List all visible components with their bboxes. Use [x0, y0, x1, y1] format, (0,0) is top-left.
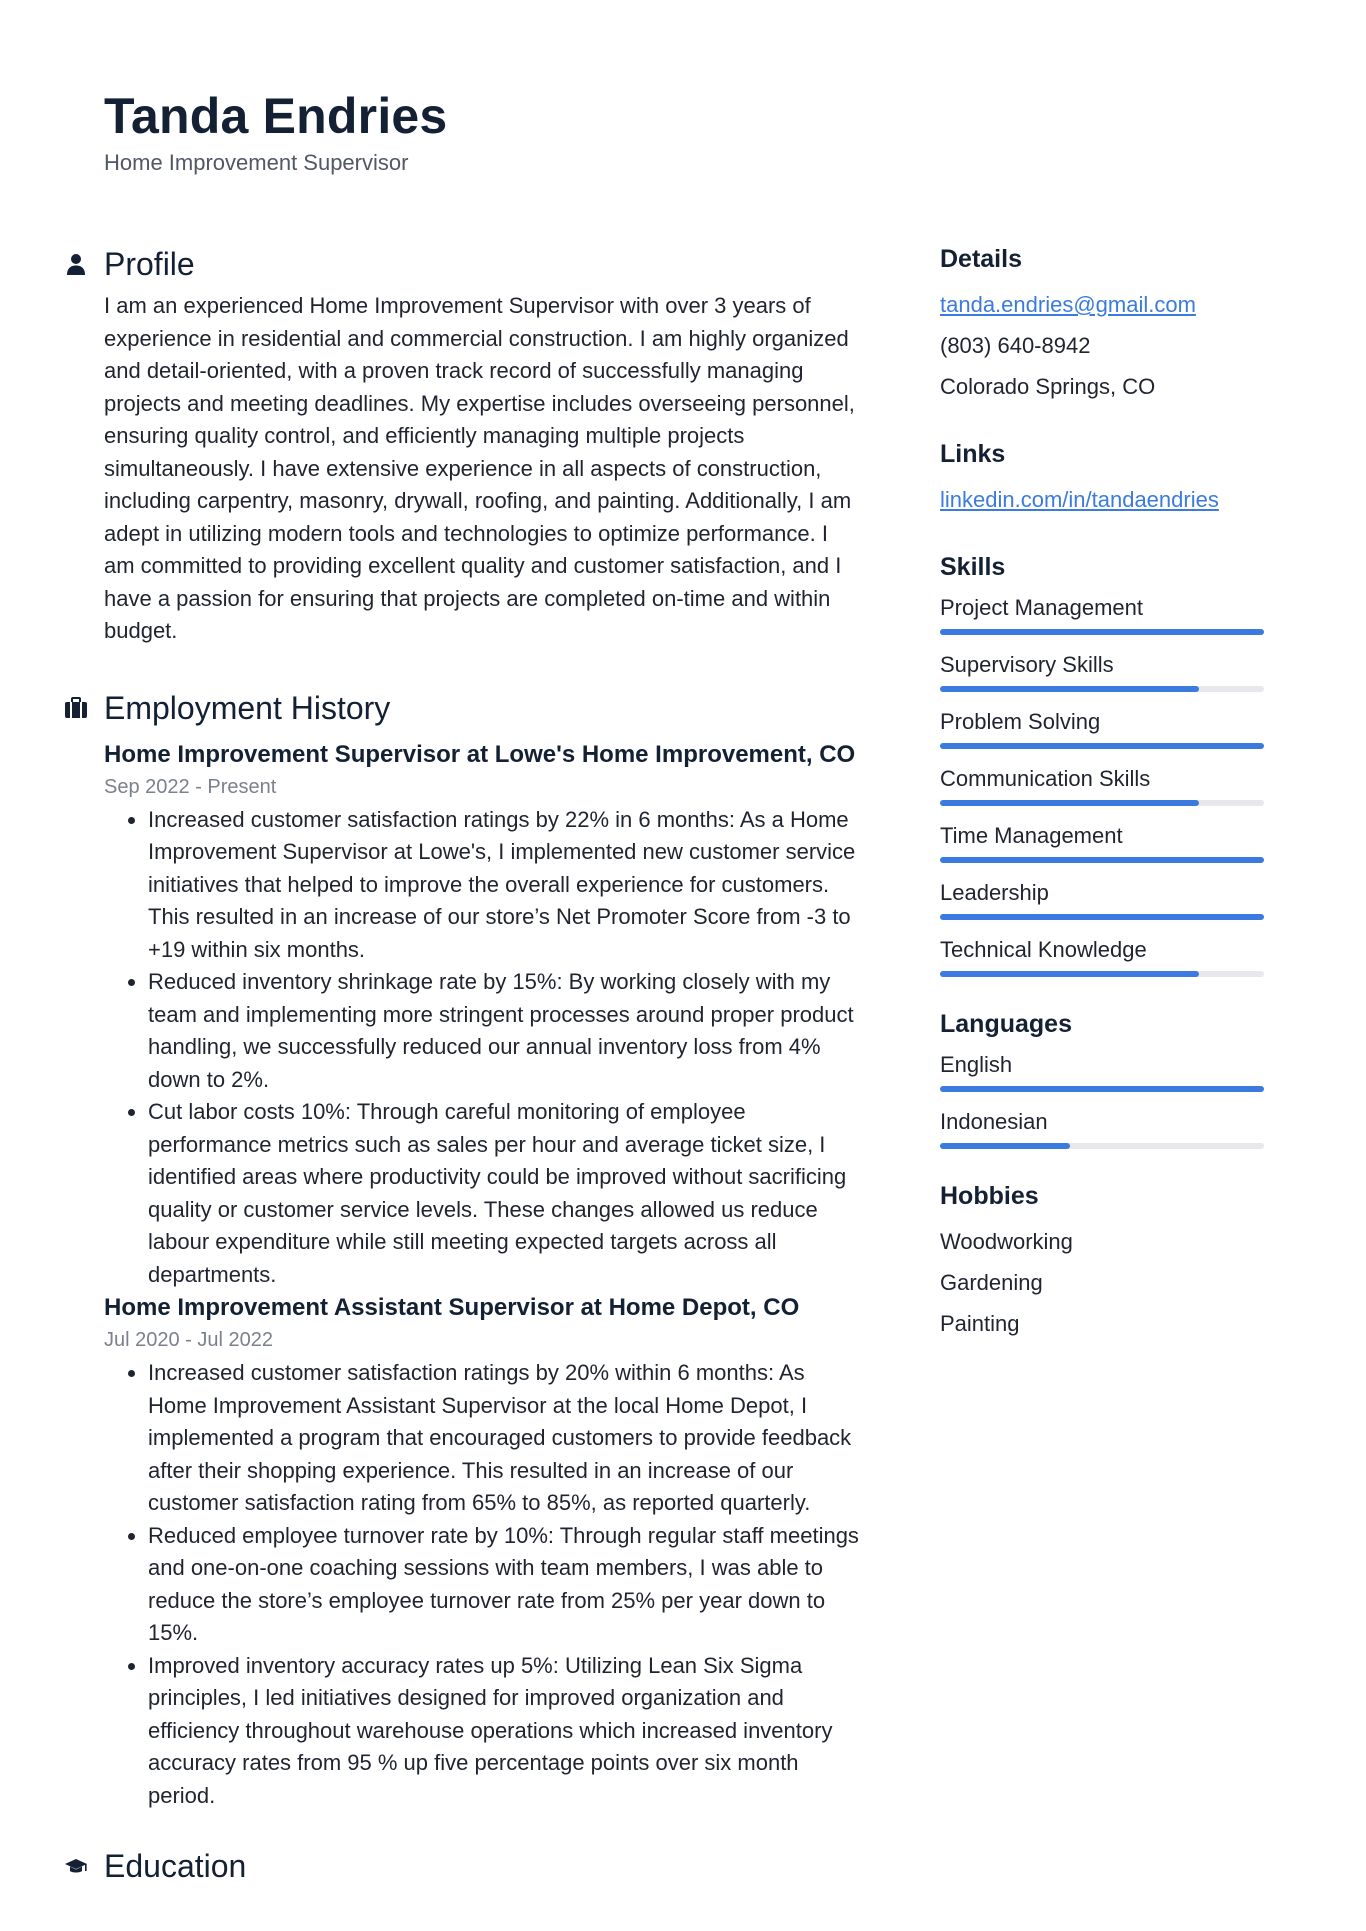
resume-header	[104, 86, 447, 176]
graduation-cap-icon	[64, 1854, 88, 1878]
job-title: Home Improvement Supervisor at Lowe's Home Improvement, CO	[104, 740, 856, 768]
skills-heading: Skills	[940, 553, 1006, 581]
skills-list	[940, 592, 1266, 977]
sidebar-column	[940, 242, 1266, 1374]
skill-item	[940, 706, 1266, 749]
job-dates: Jul 2020 - Jul 2022	[104, 1329, 274, 1351]
achievement-item: • Reduced employee turnover rate by 10%: Through regular staff meetings and one-on-one coaching sessions with team members, I was able to reduce the store’s employee turnover rate from 25% per year down to 15%.	[148, 1520, 864, 1650]
job-entry	[104, 738, 864, 1292]
achievement-item: • Increased customer satisfaction ratings by 20% within 6 months: As Home Improvement Assistant Supervisor at the local Home Depot, I implemented a program that encouraged customers to provide feedback after their shopping experience. This resulted in an increase of our customer satisfaction rating from 65% to 85%, as reported quarterly.	[148, 1357, 864, 1520]
job-entry	[104, 1291, 864, 1812]
skill-item-label: Supervisory Skills	[940, 652, 1114, 677]
job-achievements	[104, 1357, 864, 1812]
linkedin-link[interactable]: linkedin.com/in/tandaendries	[940, 487, 1219, 512]
main-column	[104, 244, 864, 1886]
skill-item-level-fill	[940, 971, 1199, 977]
languages-list	[940, 1049, 1266, 1149]
hobby-item: Painting	[940, 1311, 1020, 1336]
email-link[interactable]: tanda.endries@gmail.com	[940, 292, 1196, 317]
hobbies-section	[940, 1179, 1266, 1344]
language-item-level-bar	[940, 1086, 1264, 1092]
language-item-level-fill	[940, 1143, 1070, 1149]
hobby-item: Woodworking	[940, 1229, 1073, 1254]
languages-section	[940, 1007, 1266, 1149]
skill-item-label: Technical Knowledge	[940, 937, 1147, 962]
skill-item-level-fill	[940, 857, 1264, 863]
links-heading: Links	[940, 440, 1006, 468]
job-dates: Sep 2022 - Present	[104, 775, 277, 798]
skill-item-label: Project Management	[940, 595, 1143, 620]
skill-item-level-fill	[940, 914, 1264, 920]
skill-item	[940, 592, 1266, 635]
skill-item	[940, 763, 1266, 806]
skill-item-level-fill	[940, 743, 1264, 749]
profile-heading: Profile	[104, 246, 195, 282]
skill-item-label: Problem Solving	[940, 709, 1101, 734]
language-item-label: Indonesian	[940, 1109, 1048, 1134]
skill-item-label: Communication Skills	[940, 766, 1151, 791]
skills-section	[940, 550, 1266, 977]
job-achievements	[104, 804, 864, 1292]
skill-item	[940, 649, 1266, 692]
skill-item	[940, 934, 1266, 977]
skill-item-level-bar	[940, 629, 1264, 635]
skill-item-level-bar	[940, 743, 1264, 749]
employment-heading: Employment History	[104, 689, 391, 726]
job-title: Home Improvement Assistant Supervisor at Home Depot, CO	[104, 1294, 800, 1321]
education-heading: Education	[104, 1848, 247, 1884]
links-section	[940, 437, 1266, 520]
achievement-item: • Cut labor costs 10%: Through careful monitoring of employee performance metrics such as sales per hour and average ticket size, I identified areas where productivity could be improved without sacrificing quality or customer service levels. These changes allowed us reduce labour expenditure while still meeting expected targets across all departments.	[148, 1096, 864, 1291]
skill-item	[940, 877, 1266, 920]
skill-item-label: Time Management	[940, 823, 1123, 848]
languages-heading: Languages	[940, 1010, 1072, 1038]
skill-item-level-fill	[940, 686, 1199, 692]
education-section	[104, 1846, 864, 1886]
candidate-name: Tanda Endries	[104, 88, 448, 144]
profile-text: I am an experienced Home Improvement Supervisor with over 3 years of experience in residential and commercial construction. I am highly organized and detail-oriented, with a proven track record of successfully managing projects and meeting deadlines. My expertise includes overseeing personnel, ensuring quality control, and efficiently managing multiple projects simultaneously. I have extensive experience in all aspects of construction, including carpentry, masonry, drywall, roofing, and painting. Additionally, I am adept in utilizing modern tools and technologies to optimize performance. I am committed to providing excellent quality and customer satisfaction, and I have a passion for ensuring that projects are completed on-time and within budget.	[104, 293, 855, 643]
candidate-title: Home Improvement Supervisor	[104, 150, 409, 175]
profile-section	[104, 244, 864, 648]
skill-item-level-bar	[940, 971, 1264, 977]
language-item	[940, 1106, 1266, 1149]
skill-item-level-bar	[940, 686, 1264, 692]
language-item-level-fill	[940, 1086, 1264, 1092]
language-item-label: English	[940, 1052, 1013, 1077]
person-icon	[64, 252, 88, 276]
phone-number: (803) 640-8942	[940, 333, 1091, 358]
skill-item-level-bar	[940, 857, 1264, 863]
details-section	[940, 242, 1266, 407]
achievement-item: • Improved inventory accuracy rates up 5%: Utilizing Lean Six Sigma principles, I led initiatives designed for improved organization and efficiency throughout warehouse operations which increased inventory accuracy rates from 95 % up five percentage points over six month period.	[148, 1650, 864, 1813]
hobby-item: Gardening	[940, 1270, 1043, 1295]
details-heading: Details	[940, 245, 1022, 273]
skill-item-level-bar	[940, 914, 1264, 920]
hobbies-heading: Hobbies	[940, 1182, 1039, 1210]
employment-section	[104, 688, 864, 1813]
skill-item-level-fill	[940, 629, 1264, 635]
skill-item-level-bar	[940, 800, 1264, 806]
achievement-item: • Increased customer satisfaction ratings by 22% in 6 months: As a Home Improvement Supervisor at Lowe's, I implemented new customer service initiatives that helped to improve the overall experience for customers. This resulted in an increase of our store’s Net Promoter Score from -3 to +19 within six months.	[148, 804, 864, 967]
location: Colorado Springs, CO	[940, 374, 1156, 399]
skill-item	[940, 820, 1266, 863]
language-item-level-bar	[940, 1143, 1264, 1149]
achievement-item: • Reduced inventory shrinkage rate by 15%: By working closely with my team and implementing more stringent processes around proper product handling, we successfully reduced our annual inventory loss from 4% down to 2%.	[148, 966, 864, 1096]
skill-item-label: Leadership	[940, 880, 1049, 905]
briefcase-icon	[64, 696, 88, 720]
language-item	[940, 1049, 1266, 1092]
skill-item-level-fill	[940, 800, 1199, 806]
